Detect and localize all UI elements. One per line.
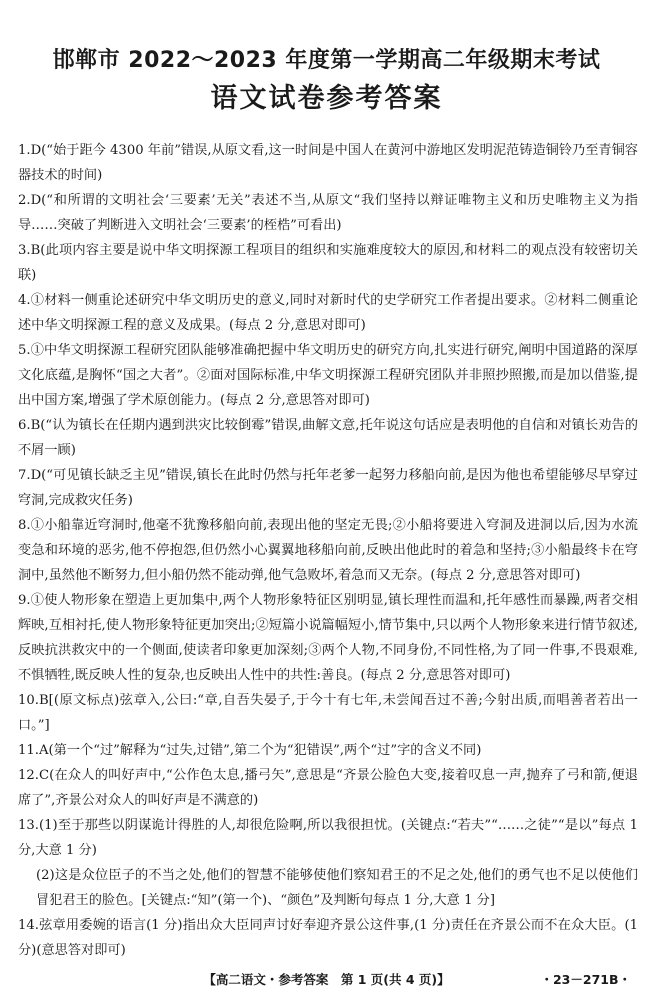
answer-text: D(“始于距今 4300 年前”错误,从原文看,这一时间是中国人在黄河中游地区发明泥范铸造铜铃乃至青铜容器技术的时间)	[18, 143, 638, 183]
answer-number: 9.	[18, 593, 31, 608]
answer-text: ①材料一侧重论述研究中华文明历史的意义,同时对新时代的史学研究工作者提出要求。②材料二侧重论述中华文明探源工程的意义及成果。(每点 2 分,意思对即可)	[18, 293, 638, 333]
page-footer	[0, 970, 653, 994]
answer-number: 5.	[18, 343, 31, 358]
footer-page-info: 【高二语文・参考答案 第 1 页(共 4 页)】	[203, 972, 450, 987]
answer-number: 3.	[18, 243, 31, 258]
answer-item	[18, 813, 638, 863]
answer-item	[18, 513, 638, 588]
answer-text: ①中华文明探源工程研究团队能够准确把握中华文明历史的研究方向,扎实进行研究,阐明中国道路的深厚文化底蕴,是胸怀“国之大者”。②面对国际标准,中华文明探源工程研究团队并非照抄照搬,而是加以借鉴,提出中国方案,增强了学术原创能力。(每点 2 分,意思答对即可)	[18, 343, 638, 408]
answer-number: 14.	[18, 918, 39, 933]
answer-number: 12.	[18, 768, 39, 783]
answer-text: ①使人物形象在塑造上更加集中,两个人物形象特征区别明显,镇长理性而温和,托年感性而暴躁,两者交相辉映,互相衬托,使人物形象特征更加突出;②短篇小说篇幅短小,情节集中,只以两个人物形象来进行情节叙述,反映抗洪救灾中的一个侧面,使读者印象更加深刻;③两个人物,不同身份,不同性格,为了同一件事,不畏艰难,不惧牺牲,既反映人性的复杂,也反映出人性中的共性:善良。(每点 2 分,意思答对即可)	[18, 593, 638, 683]
answer-text: ①小船靠近穹洞时,他毫不犹豫移船向前,表现出他的坚定无畏;②小船将要进入穹洞及进洞以后,因为水流变急和环境的恶劣,他不停抱怨,但仍然小心翼翼地移船向前,反映出他此时的着急和坚持;③小船最终卡在穹洞中,虽然他不断努力,但小船仍然不能动弹,他气急败坏,着急而又无奈。(每点 2 分,意思答对即可)	[18, 518, 638, 583]
title-block	[0, 46, 653, 118]
answer-item	[18, 338, 638, 413]
footer-code: ・23－271B・	[540, 972, 631, 987]
answer-number: 10.	[18, 693, 39, 708]
answer-item	[18, 138, 638, 188]
answer-subitem: (2)这是众位臣子的不当之处,他们的智慧不能够使他们察知君王的不足之处,他们的勇气也不足以使他们冒犯君王的脸色。[关键点:“知”(第一个)、“颜色”及判断句每点 1 分,大意 1 分]	[36, 868, 638, 908]
answer-number: 2.	[18, 193, 31, 208]
answer-item	[18, 913, 638, 963]
answer-text: D(“和所谓的文明社会‘三要素’无关”表述不当,从原文“我们坚持以辩证唯物主义和历史唯物主义为指导……突破了判断进入文明社会‘三要素’的桎梏”可看出)	[18, 193, 638, 233]
answer-number: 7.	[18, 468, 31, 483]
answer-text: D(“可见镇长缺乏主见”错误,镇长在此时仍然与托年老爹一起努力移船向前,是因为他也希望能够尽早穿过穹洞,完成救灾任务)	[18, 468, 638, 508]
answer-item	[18, 588, 638, 688]
answer-text: (1)至于那些以阴谋诡计得胜的人,却很危险啊,所以我很担忧。(关键点:“若夫”“……之徒”“是以”每点 1 分,大意 1 分)	[18, 818, 638, 858]
answer-item	[18, 238, 638, 288]
answer-item	[18, 413, 638, 463]
answer-number: 6.	[18, 418, 31, 433]
answer-list	[18, 138, 638, 963]
answer-item	[18, 188, 638, 238]
answer-number: 8.	[18, 518, 31, 533]
answer-text: 弦章用委婉的语言(1 分)指出众大臣同声讨好奉迎齐景公这件事,(1 分)责任在齐景公而不在众大臣。(1 分)(意思答对即可)	[18, 918, 638, 958]
answer-text: A(第一个“过”解释为“过失,过错”,第二个为“犯错误”,两个“过”字的含义不同)	[38, 743, 482, 758]
answer-item	[18, 763, 638, 813]
answer-text: B(此项内容主要是说中华文明探源工程项目的组织和实施难度较大的原因,和材料二的观点没有较密切关联)	[18, 243, 638, 283]
answer-text: C(在众人的叫好声中,“公作色太息,播弓矢”,意思是“齐景公脸色大变,接着叹息一声,抛弃了弓和箭,便退席了”,齐景公对众人的叫好声是不满意的)	[18, 768, 638, 808]
answer-item	[18, 463, 638, 513]
answer-number: 4.	[18, 293, 31, 308]
answer-item	[18, 688, 638, 738]
answer-item	[18, 738, 638, 763]
exam-title: 邯郸市 2022～2023 年度第一学期高二年级期末考试	[52, 48, 601, 73]
answer-text: B[(原文标点)弦章入,公曰:“章,自吾失晏子,于今十有七年,未尝闻吾过不善;今射出质,而唱善者若出一口。”]	[18, 693, 638, 733]
answer-text: B(“认为镇长在任期内遇到洪灾比较倒霉”错误,曲解文意,托年说这句话应是表明他的自信和对镇长劝告的不屑一顾)	[18, 418, 638, 458]
answer-item	[18, 288, 638, 338]
answer-number: 11.	[18, 743, 39, 758]
answer-number: 13.	[18, 818, 39, 833]
document-title: 语文试卷参考答案	[210, 83, 443, 114]
answer-number: 1.	[18, 143, 31, 158]
